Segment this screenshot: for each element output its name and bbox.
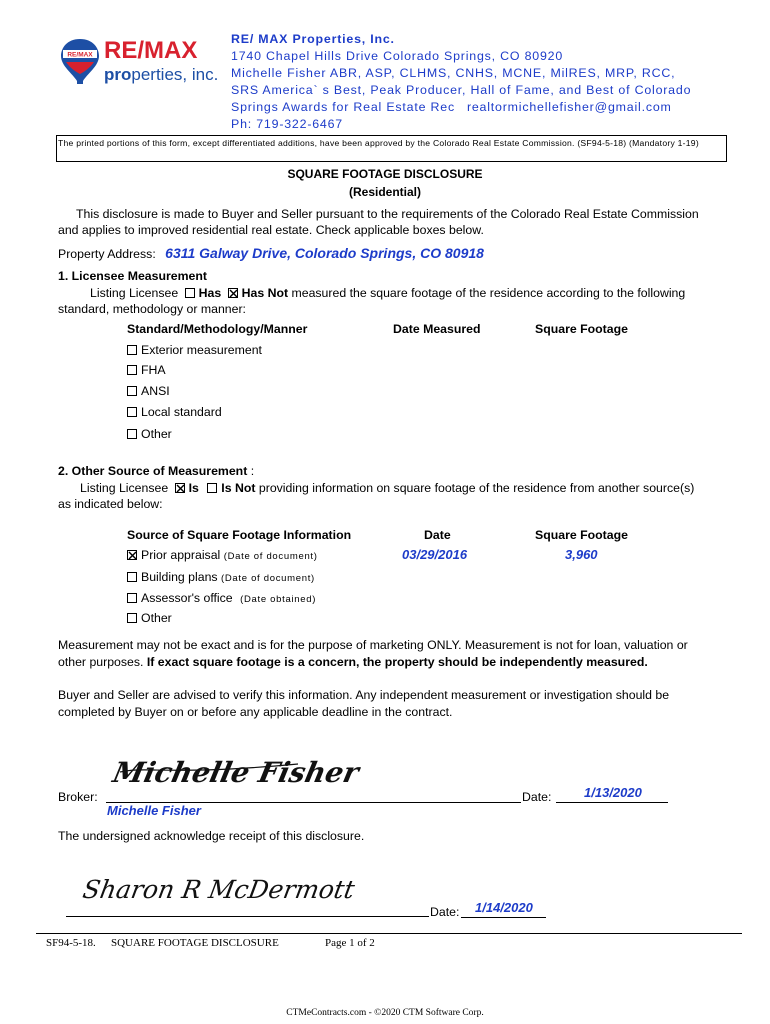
building-plans-note: (Date of document) (221, 573, 315, 584)
fha-checkbox[interactable] (127, 365, 137, 375)
buyer-signature-line (66, 916, 429, 917)
verify-line-1: Buyer and Seller are advised to verify this information. Any independent measurement or investigation should be (58, 688, 670, 702)
intro-line-2: and applies to improved residential real estate. Check applicable boxes below. (58, 223, 484, 237)
agent-line-2: SRS America` s Best, Peak Producer, Hall of Fame, and Best of Colorado (231, 83, 692, 97)
option-local-standard[interactable]: Local standard (127, 405, 222, 419)
source-assessor[interactable]: Assessor's office (Date obtained) (127, 591, 316, 605)
listing-licensee-label: Listing Licensee (90, 286, 179, 300)
buyer-date: 1/14/2020 (475, 900, 533, 915)
disclaimer-line-2: other purposes. If exact square footage is a concern, the property should be independently measured. (58, 655, 648, 669)
col-source: Source of Square Footage Information (127, 528, 352, 542)
prior-appraisal-note: (Date of document) (223, 551, 318, 562)
disclaimer-line-1: Measurement may not be exact and is for the purpose of marketing ONLY. Measurement is not for loan, valuation or (58, 638, 688, 652)
buyer-date-label: Date: (430, 905, 460, 919)
section2-heading: 2. Other Source of Measurement : (58, 464, 255, 478)
buyer-signature (76, 862, 376, 912)
section2-sentence: providing information on square footage of the residence from another source(s) (258, 481, 695, 495)
has-not-checkbox[interactable] (228, 288, 238, 298)
assessor-note: (Date obtained) (240, 594, 317, 605)
property-address: 6311 Galway Drive, Colorado Springs, CO 80918 (165, 245, 484, 261)
brand-bottom-a: pro (104, 65, 132, 84)
verify-line-2: completed by Buyer on or before any applicable deadline in the contract. (58, 705, 453, 719)
exterior-checkbox[interactable] (127, 345, 137, 355)
assessor-checkbox[interactable] (127, 593, 137, 603)
svg-text:Sharon R McDermott: Sharon R McDermott (80, 875, 357, 904)
company-header (231, 31, 691, 133)
form-subtitle: (Residential) (348, 185, 421, 199)
agent-phone: Ph: 719-322-6467 (231, 117, 344, 131)
footer-page: Page 1 of 2 (325, 937, 375, 949)
approval-notice: The printed portions of this form, except differentiated additions, have been approved by the Colorado Real Estate Commission. (SF94-5-18) (Mandatory 1-19) (56, 135, 727, 162)
is-not-checkbox[interactable] (207, 483, 217, 493)
building-plans-checkbox[interactable] (127, 572, 137, 582)
agent-email: realtormichellefisher@gmail.com (466, 100, 672, 114)
footer-form-id: SF94-5-18. (46, 937, 96, 949)
intro-line-1: This disclosure is made to Buyer and Seller pursuant to the requirements of the Colorado Real Estate Commission (76, 207, 699, 221)
other-2-checkbox[interactable] (127, 613, 137, 623)
footer-rule (36, 933, 742, 934)
company-name: RE/ MAX Properties, Inc. (231, 32, 395, 46)
col-date: Date (424, 528, 451, 542)
listing-licensee-label-2: Listing Licensee (80, 481, 169, 495)
agent-line-3: Springs Awards for Real Estate Rec (231, 100, 455, 114)
option-ansi[interactable]: ANSI (127, 384, 170, 398)
buyer-date-line (461, 917, 546, 918)
col-square-footage-2: Square Footage (535, 528, 628, 542)
form-title: SQUARE FOOTAGE DISCLOSURE (287, 167, 483, 181)
section1-heading: 1. Licensee Measurement (58, 269, 207, 283)
is-checkbox[interactable] (175, 483, 185, 493)
brand-bottom-b: perties, inc. (131, 65, 219, 84)
appraisal-sqft: 3,960 (565, 547, 598, 562)
col-square-footage: Square Footage (535, 322, 628, 336)
broker-date-label: Date: (522, 790, 552, 804)
section1-line2: standard, methodology or manner: (58, 302, 246, 316)
broker-signature (108, 742, 362, 794)
broker-label: Broker: (58, 790, 98, 804)
has-checkbox[interactable] (185, 288, 195, 298)
acknowledge-text: The undersigned acknowledge receipt of this disclosure. (58, 829, 365, 843)
broker-date: 1/13/2020 (584, 785, 642, 800)
footer-form-title: SQUARE FOOTAGE DISCLOSURE (111, 937, 279, 949)
section1-statement (90, 285, 685, 302)
footer-copyright: CTMeContracts.com - ©2020 CTM Software Corp. (286, 1008, 484, 1018)
balloon-text: RE/MAX (67, 51, 93, 59)
col-standard: Standard/Methodology/Manner (127, 322, 308, 336)
property-label: Property Address: (58, 247, 156, 261)
property-row (58, 245, 484, 263)
option-fha[interactable]: FHA (127, 363, 166, 377)
broker-date-line (556, 802, 668, 803)
has-not-label: Has Not (241, 286, 289, 300)
other-1-checkbox[interactable] (127, 429, 137, 439)
option-other-1[interactable]: Other (127, 427, 172, 441)
prior-appraisal-checkbox[interactable] (127, 550, 137, 560)
source-other[interactable]: Other (127, 611, 172, 625)
is-label: Is (188, 481, 199, 495)
svg-text:properties, inc. (104, 65, 218, 84)
company-address: 1740 Chapel Hills Drive Colorado Springs, CO 80920 (231, 49, 564, 63)
section1-sentence: measured the square footage of the residence according to the following (291, 286, 686, 300)
svg-text:Michelle Fisher: Michelle Fisher (110, 755, 362, 789)
company-logo (58, 36, 228, 86)
option-exterior[interactable]: Exterior measurement (127, 343, 262, 357)
ansi-checkbox[interactable] (127, 386, 137, 396)
appraisal-date: 03/29/2016 (402, 547, 468, 562)
is-not-label: Is Not (221, 481, 256, 495)
section2-statement (80, 480, 694, 497)
agent-line-1: Michelle Fisher ABR, ASP, CLHMS, CNHS, MCNE, MilRES, MRP, RCC, (231, 66, 676, 80)
local-standard-checkbox[interactable] (127, 407, 137, 417)
brand-top: RE/MAX (104, 37, 198, 64)
balloon-icon (61, 39, 99, 84)
source-building-plans[interactable]: Building plans (Date of document) (127, 570, 315, 584)
col-date-measured: Date Measured (393, 322, 481, 336)
source-prior-appraisal[interactable]: Prior appraisal (Date of document) (127, 548, 318, 562)
broker-name: Michelle Fisher (107, 803, 201, 818)
section2-line2: as indicated below: (58, 497, 163, 511)
has-label: Has (198, 286, 222, 300)
